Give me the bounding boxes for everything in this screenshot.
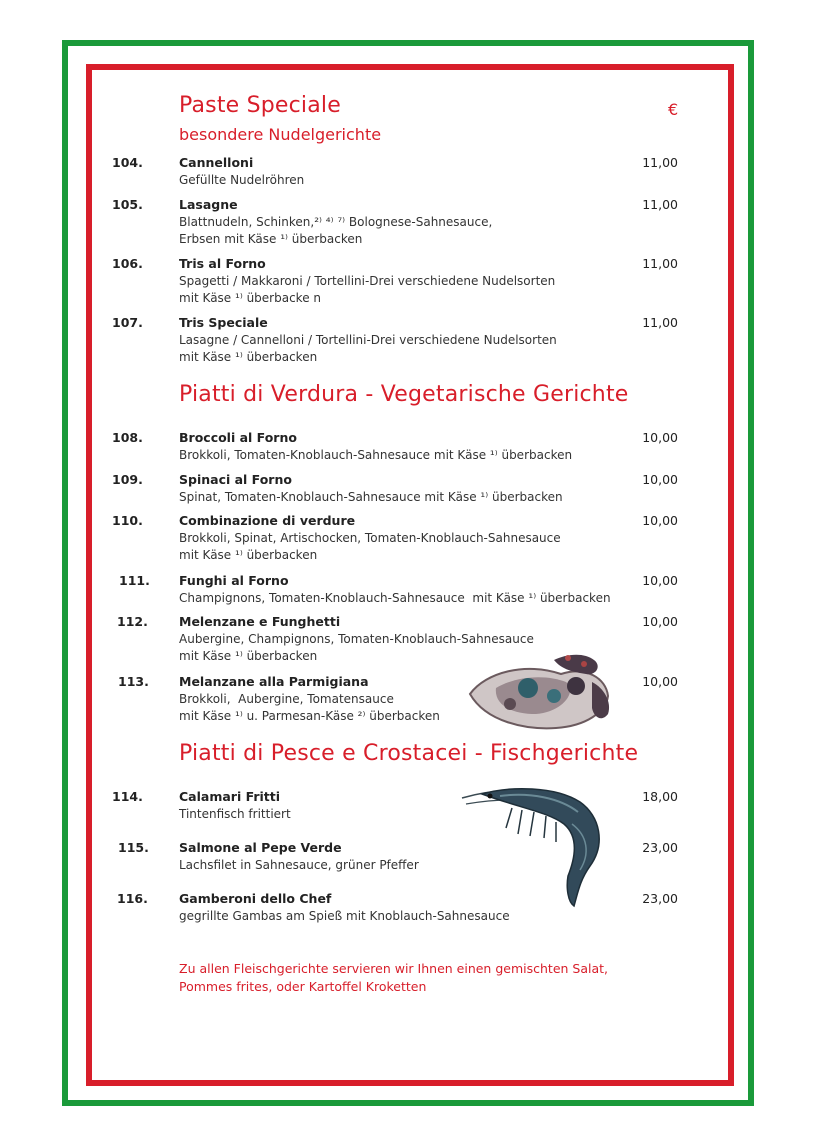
item-number: 114.: [112, 789, 143, 804]
item-description: Gefüllte Nudelröhren: [179, 173, 305, 187]
currency-label: €: [668, 100, 679, 119]
section-title-verdura: Piatti di Verdura - Vegetarische Gerichte: [179, 382, 629, 407]
item-name: Tris Speciale: [179, 315, 268, 330]
item-description: Brokkoli, Tomaten-Knoblauch-Sahnesauce mit Käse ¹⁾ überbacken: [179, 448, 573, 462]
item-number: 110.: [112, 513, 143, 528]
item-name: Salmone al Pepe Verde: [179, 840, 342, 855]
item-price: 10,00: [642, 513, 678, 528]
item-number: 107.: [112, 315, 143, 330]
item-description: Spagetti / Makkaroni / Tortellini-Drei verschiedene Nudelsorten mit Käse ¹⁾ überbacke n: [179, 274, 556, 305]
section-title-pesce: Piatti di Pesce e Crostacei - Fischgerichte: [179, 741, 639, 766]
item-description: Lasagne / Cannelloni / Tortellini-Drei verschiedene Nudelsorten mit Käse ¹⁾ überbacken: [179, 333, 557, 364]
item-number: 111.: [119, 573, 150, 588]
item-description: Aubergine, Champignons, Tomaten-Knoblauch-Sahnesauce mit Käse ¹⁾ überbacken: [179, 632, 534, 663]
item-price: 18,00: [642, 789, 678, 804]
item-name: Gamberoni dello Chef: [179, 891, 332, 906]
prawn-illustration: [460, 784, 610, 909]
item-price: 23,00: [642, 840, 678, 855]
item-price: 10,00: [642, 674, 678, 689]
item-price: 10,00: [642, 573, 678, 588]
item-number: 109.: [112, 472, 143, 487]
item-name: Melenzane e Funghetti: [179, 614, 341, 629]
item-name: Broccoli al Forno: [179, 430, 297, 445]
item-number: 113.: [118, 674, 149, 689]
item-name: Lasagne: [179, 197, 238, 212]
item-name: Combinazione di verdure: [179, 513, 356, 528]
item-name: Calamari Fritti: [179, 789, 281, 804]
item-price: 10,00: [642, 614, 678, 629]
item-description: Spinat, Tomaten-Knoblauch-Sahnesauce mit Käse ¹⁾ überbacken: [179, 490, 563, 504]
item-description: Brokkoli, Aubergine, Tomatensauce mit Käse ¹⁾ u. Parmesan-Käse ²⁾ überbacken: [179, 692, 440, 723]
item-number: 108.: [112, 430, 143, 445]
item-description: gegrillte Gambas am Spieß mit Knoblauch-Sahnesauce: [179, 909, 510, 923]
item-number: 112.: [117, 614, 148, 629]
item-name: Melanzane alla Parmigiana: [179, 674, 369, 689]
item-number: 106.: [112, 256, 143, 271]
item-description: Champignons, Tomaten-Knoblauch-Sahnesauce mit Käse ¹⁾ überbacken: [179, 591, 611, 605]
item-price: 10,00: [642, 472, 678, 487]
item-price: 10,00: [642, 430, 678, 445]
item-description: Lachsfilet in Sahnesauce, grüner Pfeffer: [179, 858, 419, 872]
item-number: 115.: [118, 840, 149, 855]
eggplant-dish-illustration: [466, 652, 616, 732]
item-description: Tintenfisch frittiert: [179, 807, 291, 821]
item-price: 23,00: [642, 891, 678, 906]
item-number: 104.: [112, 155, 143, 170]
item-name: Tris al Forno: [179, 256, 266, 271]
item-price: 11,00: [642, 256, 678, 271]
footer-note-line: Pommes frites, oder Kartoffel Kroketten: [179, 979, 427, 994]
footer-note: [179, 960, 608, 996]
item-price: 11,00: [642, 315, 678, 330]
item-name: Funghi al Forno: [179, 573, 289, 588]
item-name: Cannelloni: [179, 155, 254, 170]
section-subtitle-pasta: besondere Nudelgerichte: [179, 125, 382, 144]
item-number: 105.: [112, 197, 143, 212]
item-price: 11,00: [642, 197, 678, 212]
section-title-pasta: Paste Speciale: [179, 93, 341, 118]
item-name: Spinaci al Forno: [179, 472, 292, 487]
footer-note-line: Zu allen Fleischgerichte servieren wir Ihnen einen gemischten Salat,: [179, 961, 609, 976]
item-price: 11,00: [642, 155, 678, 170]
item-description: Blattnudeln, Schinken,²⁾ ⁴⁾ ⁷⁾ Bolognese-Sahnesauce, Erbsen mit Käse ¹⁾ überbacken: [179, 215, 493, 246]
item-number: 116.: [117, 891, 148, 906]
item-description: Brokkoli, Spinat, Artischocken, Tomaten-Knoblauch-Sahnesauce mit Käse ¹⁾ überbacken: [179, 531, 561, 562]
